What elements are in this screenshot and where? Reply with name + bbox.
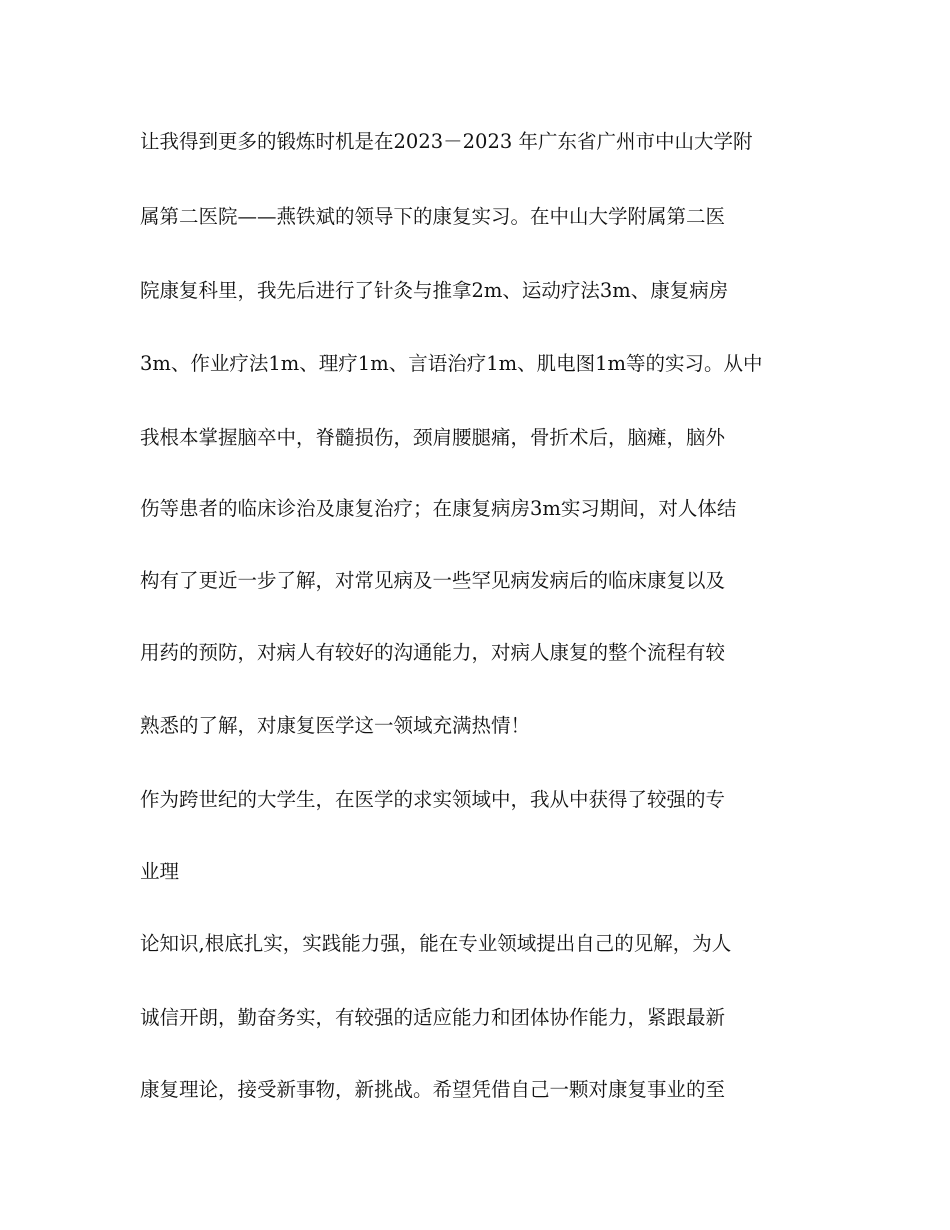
text-line: 诚信开朗，勤奋务实，有较强的适应能力和团体协作能力，紧跟最新 <box>140 1006 726 1029</box>
text-line: 作为跨世纪的大学生，在医学的求实领域中，我从中获得了较强的专 <box>140 788 726 811</box>
text-line: 用药的预防，对病人有较好的沟通能力，对病人康复的整个流程有较 <box>140 641 726 664</box>
text-line: 让我得到更多的锻炼时机是在2023－2023 年广东省广州市中山大学附 <box>140 130 753 153</box>
text-line: 康复理论，接受新事物，新挑战。希望凭借自己一颗对康复事业的至 <box>140 1078 726 1101</box>
text-line: 论知识,根底扎实，实践能力强，能在专业领域提出自己的见解，为人 <box>140 932 732 955</box>
text-line: 伤等患者的临床诊治及康复治疗；在康复病房3m实习期间，对人体结 <box>140 497 737 520</box>
text-line: 业理 <box>140 860 180 883</box>
text-line: 院康复科里，我先后进行了针灸与推拿2m、运动疗法3m、康复病房 <box>140 279 729 302</box>
text-line: 构有了更近一步了解，对常见病及一些罕见病发病后的临床康复以及 <box>140 569 726 592</box>
text-line: 熟悉的了解，对康复医学这一领域充满热情！ <box>140 714 531 737</box>
text-line: 我根本掌握脑卒中，脊髓损伤，颈肩腰腿痛，骨折术后，脑瘫，脑外 <box>140 426 726 449</box>
text-line: 3m、作业疗法1m、理疗1m、言语治疗1m、肌电图1m等的实习。从中 <box>140 352 763 375</box>
text-line: 属第二医院——燕铁斌的领导下的康复实习。在中山大学附属第二医 <box>140 205 726 228</box>
